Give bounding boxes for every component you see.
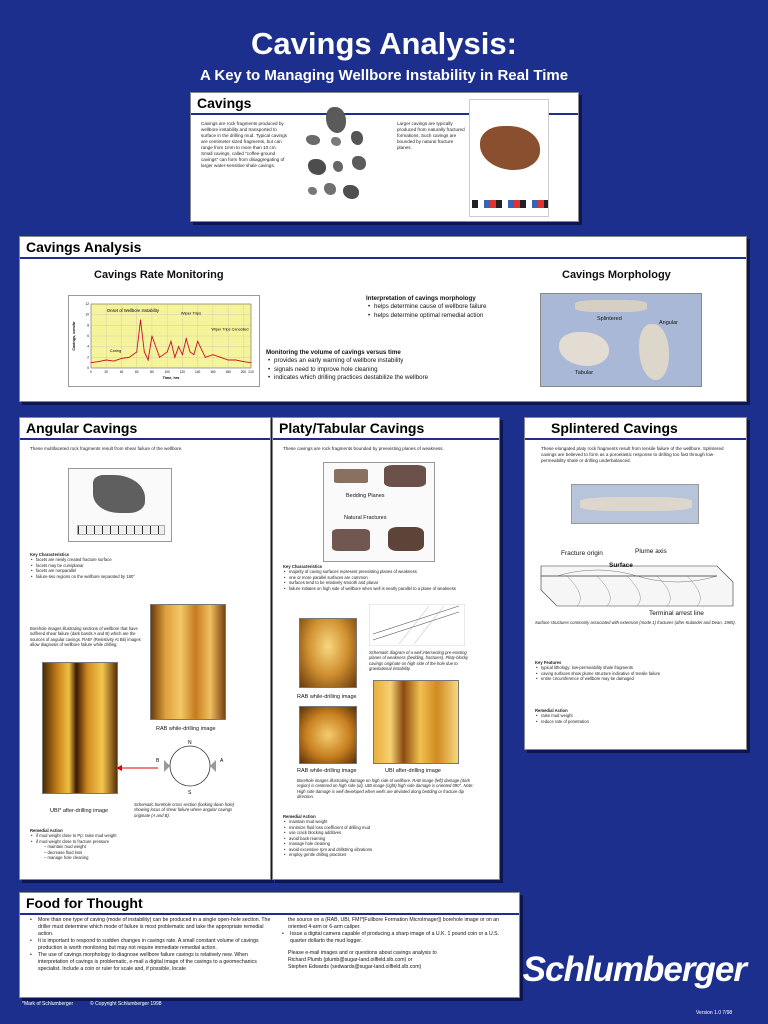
platy-remedial-item: • use crack blocking additives: [283, 830, 493, 835]
annotation-wiper-cancelled: Wiper Trips Cancelled: [211, 327, 249, 332]
x-tick-label: 180: [225, 370, 231, 374]
x-tick-label: 20: [104, 370, 109, 374]
morphology-title: Cavings Morphology: [562, 269, 671, 281]
angular-key: [30, 552, 260, 579]
schematic-text: Schematic borehole cross section (looking down hole) showing locus of shear failure where angular cavings originate (A and B).: [134, 802, 235, 818]
interp-item: • helps determine optimal remedial action: [366, 312, 566, 320]
x-tick-label: 120: [179, 370, 186, 374]
rab-image: [150, 604, 226, 720]
data-point: [148, 360, 149, 361]
plume-axis-label: Plume axis: [635, 548, 667, 555]
platy-desc: These cavings are rock fragments bounded by preexisting planes of weakness.: [283, 446, 444, 451]
food-left-column: [28, 917, 272, 973]
data-point: [140, 320, 141, 321]
platy-key-item: • failure initiates on high side of wellbore when well is nearly parallel to a plane of weakness: [283, 586, 493, 591]
angular-borehole-text: Borehole images illustrating sections of wellbore that have suffered shear failure (dark bands A and B) which are the sources of angular cavings. RAB* (Resistivity At Bit) images allow diagnosis of wellbore failure while drilling.: [30, 626, 141, 648]
splintered-key-item: • caving surfaces show plume structure indicative of tensile failure: [535, 671, 740, 676]
platy-rab-image-2: [299, 706, 357, 764]
cavings-title: Cavings: [191, 93, 578, 115]
annotation-coring: Coring: [110, 349, 122, 353]
food-item: • More than one type of caving (mode of instability) can be produced in a single open-hole section. The driller must determine which mode of failure is most problematic and take the appropriate remedial action.: [28, 917, 272, 938]
contact-line: Richard Plumb (plumb@sugar-land.oilfield.slb.com) or: [288, 957, 413, 964]
data-point: [212, 354, 213, 355]
food-title: Food for Thought: [20, 893, 519, 915]
platy-remedial-item: • maintain mud weight: [283, 819, 493, 824]
data-point: [205, 357, 206, 358]
data-point: [178, 346, 179, 347]
interp-head: Interpretation of cavings morphology: [366, 295, 476, 302]
data-point: [235, 360, 236, 361]
schlumberger-logo: Schlumberger: [522, 950, 746, 989]
platy-remedial-item: • manage hole cleaning: [283, 841, 493, 846]
platy-key-item: • one or more parallel surfaces are common: [283, 575, 493, 580]
angular-cavings-panel: [19, 417, 271, 880]
angular-remedial-sub: – manage hole cleaning: [44, 855, 89, 861]
interpretation-block: [366, 295, 566, 320]
footer-version: Version 1.0 7/98: [696, 1010, 733, 1016]
rab-image-label: RAB while-drilling image: [156, 726, 216, 732]
cavings-text-right: Larger cavings are typically produced from naturally fractured formations. Such cavings are bounded by natural fracture planes.: [397, 121, 465, 150]
platy-key-item: • surfaces tend to be relatively smooth and planar: [283, 580, 493, 585]
analysis-title: Cavings Analysis: [20, 237, 746, 259]
monitor-item: • provides an early warning of wellbore instability: [266, 357, 526, 365]
annotation-onset: Onset of Wellbore Instability: [106, 308, 159, 313]
platy-schematic-text: Schematic diagram of a well intersecting pre-existing planes of weakness (bedding, fractures). Platy-blocky cavings originate on high side of the hole due to gravitational instability.: [369, 650, 469, 672]
ubi-image: [42, 662, 118, 794]
cavings-fragments-image: [296, 101, 376, 211]
data-point: [193, 354, 194, 355]
x-tick-label: 60: [134, 370, 139, 374]
data-point: [151, 336, 152, 337]
x-tick-label: 210: [248, 370, 254, 374]
splintered-remedial: [535, 708, 740, 724]
platy-borehole-text: Borehole images illustrating damage on high side of wellbore. RAB image (left) damage (dark region) is centered on high side (ul). UBI image (right) high side damage is oriented 090°. Note: High side damage is well developed when wells are deviated along bedding or fracture dip direction.: [297, 778, 474, 800]
x-tick-label: 80: [150, 370, 154, 374]
data-point: [171, 341, 172, 342]
fracture-origin-label: Fracture origin: [561, 550, 603, 557]
angular-remedial-item: • if mud weight close to Pp: raise mud weight: [30, 833, 260, 838]
x-tick-label: 140: [195, 370, 201, 374]
x-tick-label: 40: [119, 370, 124, 374]
data-point: [186, 338, 187, 339]
splintered-desc: These elongated platy rock fragments result from tensile failure of the wellbore. Splintered cavings are believed to form as a poroelastic response to drilling too fast through low-permeability shale or drilling underbalanced.: [541, 446, 724, 463]
food-item: • It is important to respond to sudden changes in cavings rate. A small constant volume of cavings production is worth monitoring but may not require immediate remedial action.: [28, 938, 272, 952]
angular-remedial-sub: – decrease fluid loss: [44, 849, 83, 855]
data-point: [228, 360, 229, 361]
splintered-remedial-head: Remedial Action: [535, 708, 568, 713]
chart-svg: [69, 296, 261, 388]
data-point: [159, 357, 160, 358]
monitor-item: • indicates which drilling practices destabilize the wellbore: [266, 374, 526, 382]
contact-line: Please e-mail images and or questions about cavings analysis to: [288, 950, 437, 957]
data-point: [121, 358, 122, 359]
data-point: [190, 352, 191, 353]
food-for-thought-panel: [19, 892, 520, 998]
splintered-remedial-item: • raise mud weight: [535, 713, 740, 718]
monitor-head: Monitoring the volume of cavings versus time: [266, 349, 401, 356]
platy-rab-label-2: RAB while-drilling image: [297, 768, 357, 774]
food-right-cont: the source on a (RAB, UBI, FMI*[Fullbore Formation MicroImager]) borehole image or on an oriented 4-arm or 6-arm caliper.: [288, 917, 500, 931]
splintered-key-item: • entire circumference of wellbore may be damaged: [535, 676, 740, 681]
platy-key-head: Key Characteristics: [283, 564, 323, 569]
svg-text:A: A: [220, 758, 224, 764]
angular-remedial-head: Remedial Action: [30, 828, 63, 833]
arrow-icon: [116, 764, 158, 772]
x-tick-label: 100: [164, 370, 170, 374]
splintered-key-item: • typical lithology: low-permeability shale fragments: [535, 665, 740, 670]
data-point: [167, 352, 168, 353]
splintered-remedial-item: • reduce rate of penetration: [535, 719, 740, 724]
footer-copyright: © Copyright Schlumberger 1998: [90, 1001, 162, 1007]
angular-remedial-sub: – maintain mud weight: [44, 844, 86, 850]
y-tick-label: 8: [87, 323, 89, 328]
x-tick-label: 0: [90, 370, 92, 374]
monitoring-block: [266, 349, 526, 382]
x-tick-label: 160: [210, 370, 216, 374]
splintered-key-head: Key Features: [535, 660, 562, 665]
platy-key: [283, 564, 493, 591]
morph-splintered-label: Splintered: [597, 316, 622, 322]
food-right-column: [280, 917, 514, 971]
platy-remedial-head: Remedial Action: [283, 814, 316, 819]
data-point: [197, 341, 198, 342]
platy-rab-image-1: [299, 618, 357, 688]
large-caving-image: [469, 99, 549, 217]
platy-ubi-image: [373, 680, 459, 764]
ubi-image-label: UBI* after-drilling image: [50, 808, 109, 814]
y-tick-label: 0: [87, 366, 89, 370]
monitor-item: • signals need to improve hole cleaning: [266, 366, 526, 374]
angular-remedial: [30, 828, 260, 861]
food-item: • Issue a digital camera capable of producing a sharp image of a U.K. 1 pound coin or a U.S. quarter dollarto the mud logger.: [280, 931, 514, 945]
contact-line: Stephen Edwards (sedwards@sugar-land.oilfield.slb.com): [288, 964, 422, 971]
x-tick-label: 200: [240, 370, 247, 374]
footer-mark: *Mark of Schlumberger: [22, 1001, 74, 1007]
data-point: [106, 360, 107, 361]
data-point: [144, 352, 145, 353]
data-point: [174, 357, 175, 358]
platy-remedial-item: • employ gentle drilling practices: [283, 852, 493, 857]
data-point: [136, 352, 137, 353]
platy-schematic-diagram: [369, 604, 465, 646]
plume-structure-diagram: [537, 556, 737, 612]
angular-key-item: • facets may be curviplanar: [30, 563, 260, 568]
svg-text:N: N: [188, 740, 192, 746]
rate-title: Cavings Rate Monitoring: [94, 269, 224, 281]
y-tick-label: 12: [85, 302, 89, 306]
annotation-wiper: Wiper Trips: [180, 310, 202, 316]
data-point: [91, 362, 92, 363]
borehole-cross-section: [150, 736, 230, 796]
data-point: [129, 357, 130, 358]
diagram-caption: Surface structures commonly associated with extension (mode 1) fractures (after Kulander and Dean, 1985).: [535, 620, 736, 625]
morph-tabular-label: Tabular: [575, 370, 594, 376]
data-point: [113, 361, 114, 362]
splintered-photo: [571, 484, 699, 524]
svg-text:B: B: [156, 758, 160, 764]
platy-remedial-item: • avoid back reaming: [283, 836, 493, 841]
y-tick-label: 6: [87, 334, 89, 338]
angular-remedial-item: • if mud weight close to fracture pressure: [30, 839, 260, 844]
svg-text:S: S: [188, 790, 192, 796]
y-tick-label: 4: [87, 344, 89, 349]
angular-key-item: • facets are newly created fracture surface: [30, 557, 260, 562]
platy-remedial-item: • avoid excessive rpm and drillstring vibrations: [283, 847, 493, 852]
cavings-panel: [190, 92, 579, 222]
bedding-label: Bedding Planes: [346, 493, 385, 499]
angular-key-head: Key Characteristics: [30, 552, 70, 557]
platy-title: Platy/Tabular Cavings: [273, 418, 499, 440]
fractures-label: Natural Fractures: [344, 515, 387, 521]
platy-rab-label-1: RAB while-drilling image: [297, 694, 357, 700]
data-point: [243, 361, 244, 362]
interp-item: • helps determine cause of wellbore failure: [366, 303, 566, 311]
platy-key-item: • majority of caving surfaces represent preexisting planes of weakness: [283, 569, 493, 574]
poster-subtitle: A Key to Managing Wellbore Instability in Real Time: [199, 67, 569, 84]
angular-key-item: • failure-two regions on the wellbore separated by 180°: [30, 574, 260, 579]
angular-title: Angular Cavings: [20, 418, 270, 440]
morphology-image: [540, 293, 702, 387]
poster-title: Cavings Analysis:: [251, 26, 517, 61]
food-item: • The use of cavings morphology to diagnose wellbore failure cavings is relatively new. When interpretation of cavings is problematic, e-mail a digital image of the cavings to a geomechanics specialist. Include a coin or ruler for scale and, if possible, locate: [28, 952, 272, 973]
morph-angular-label: Angular: [659, 320, 678, 326]
data-point: [98, 361, 99, 362]
data-point: [182, 354, 183, 355]
splintered-title: Splintered Cavings: [525, 418, 746, 440]
terminal-label: Terminal arrest line: [649, 610, 704, 617]
y-tick-label: 10: [85, 312, 89, 317]
platy-ubi-label: UBI after-drilling image: [385, 768, 441, 774]
angular-caving-photo: [68, 468, 172, 542]
cavings-analysis-panel: [19, 236, 747, 402]
data-point: [220, 357, 221, 358]
splintered-cavings-panel: [524, 417, 747, 750]
angular-key-item: • facets are nonparallel: [30, 568, 260, 573]
surface-label: Surface: [609, 562, 633, 569]
data-point: [251, 362, 252, 363]
platy-tabular-panel: [272, 417, 500, 880]
x-axis-label: Time, hrs: [162, 376, 180, 380]
cavings-rate-chart: [68, 295, 260, 387]
angular-desc: These multifaceted rock fragments result from shear failure of the wellbore.: [30, 446, 183, 451]
platy-caving-photo: [323, 462, 435, 562]
y-axis-label: Cavings, ccm/hr: [72, 321, 76, 351]
splintered-key: [535, 660, 740, 682]
cavings-text-left: Cavings are rock fragments produced by wellbore instability and transported to surface in the drilling mud. Typical cavings are centimeter sized fragments, but can range from 1mm to more than 10 cm. Small cavings, called "coffee-ground cavings" can form from disaggregating of larger water-sensitive shale cavings.: [201, 121, 287, 168]
y-tick-label: 2: [87, 355, 89, 360]
platy-remedial-item: • minimize fluid loss coefficient of drilling mud: [283, 825, 493, 830]
platy-remedial: [283, 814, 493, 858]
